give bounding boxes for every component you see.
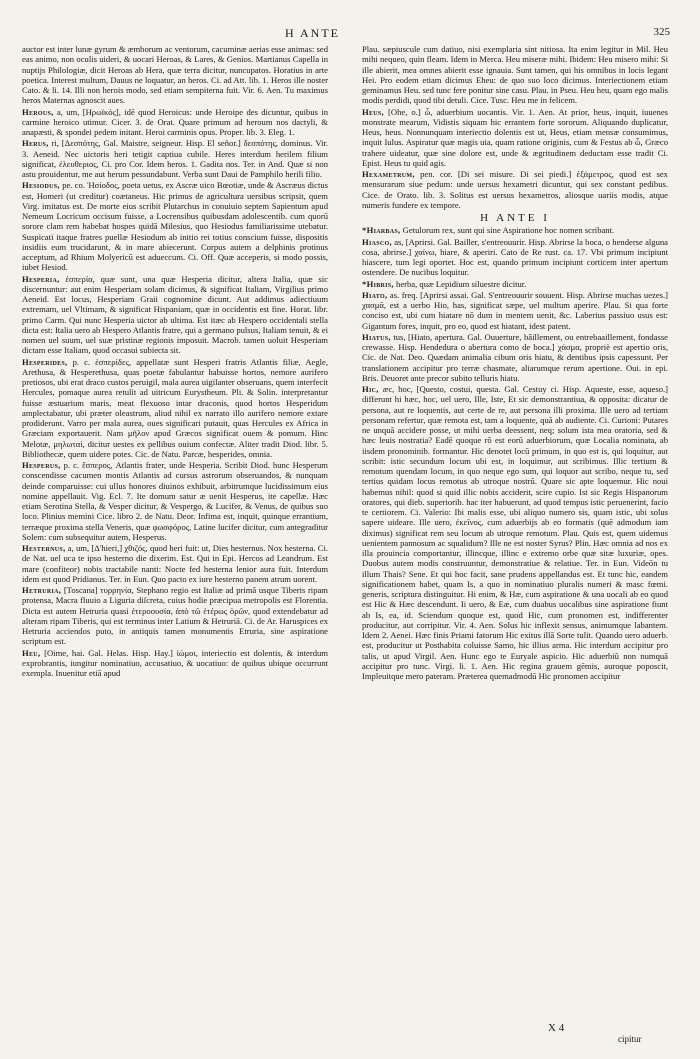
entry-text: [Toscana] τυρρηνία, Stephano regio est Italiæ ad primā usque Tiberis ripam protensa, Macra fluuio a Liguria diſcreta, cuius hodie præcipua metropolis est Florentia. Dicta est autem Hetruria quasi ἑτεροουσία, ἀπὸ τῶ ἑτέρως ὁρῶν, quod extendebatur ad alteram ripam Tiberis, qui est terminus inter Latium & Hetruriā. Ci. de Ar. Haruspices ex Hetruria acciendos puto, in antiquis tamen monumentis Etruria, sine aspiratione scriptum est. [22,585,328,647]
entry-lemma: Hesternus, [22,543,66,553]
entry-text: p. c. ἑσπερίδες, appellatæ sunt Hesperi fratris Atlantis filiæ, Aegle, Arethusa, & Hesperethusa, quas poetæ fabulantur habuisse hortos, nemore aurifero pretiosos, ubi erat draco custos peruigil, mala aurea uigilanter obseruans, quem interfecit Hercules, pomaque aurea retulit ad uitricum Eurystheum. Pli. & Solin. interpretantur fuisse æstuarium maris, meat flexuoso intar draconis, quod hortos Hesperidum amplectabatur, ubi præter oleastrum, aliud nihil ex narrato illo aurifero nemore extare prodiderunt. Varro per mala aurea, oues significari putauit, quas Hercules ex Africa in Græciam exportauerit. Nam μῆλον apud Græcos significat ouem & pomum. Hinc Melotæ, μηλωταί, dicitur uestes ex pellibus ouium confectæ. Aliter tradit Diod. libr. 5. Bibliothecæ, quem uidere potes. Cic. de Natu. Parcæ, hesperides, omnia. [22,356,328,459]
dictionary-entry [362,332,668,383]
entry-lemma: Hic, [362,384,379,394]
running-head [30,26,670,42]
dictionary-entry [22,107,328,138]
entry-text: Getulorum rex, sunt qui sine Aspiratione hoc nomen scribant. [402,225,615,236]
entry-text: æc, hoc, [Questo, costui, questa. Gal. Cestuy ci. Hisp. Aqueste, esse, aqueso.] differunt hi hæc, hoc, uel uero, Ille, Iste, Et sic demonstrantiua, & opposita: dicatur de persona, aut re loquentis, aut certe de re, aut persona illi proxima. Ille uero ad tertiam personam refertur, quæ remota est, tam a loquente, quā ab audiente. Ci. Curioni: Putares ne unquā accidere posse, ut mihi uerba deessent, neq; solum ista mea oratoria, sed & hæc leuis nostratia? Eadē quoque rō est eorū aduerbiorum, quæ Localia nominata, ab iisdem pronominib. formantur. Hic denotet locū primum, in quo est is, qui loquitur, aut scribit: istic secundum locum ubi est, in loquimur, aut scribimus. Illic tertium & remotum quendam locum, in quo neque ego sum, qui loquor aut scribo, neque tu, sed tertius quidam locus remotus ab utroque nostrū. Quare sic apte loquemur. Hic noui habemus nihil: quod si quid illic nobis acciderit, scire cupio. Ist sic Regis Hispanorum oratores, qui dieb. superiorib. hac iter habuerunt, ad quod tempus istic peruenerint, facio te certiorem. Ci. Valerio: Ibi malis esse, ubi aliquo numero sis, quam istic, ubi solus sapere uideare. Ille uero, ἐκεῖνος, cum aduerbijs ab eo formatis (quē admodum iam diximus) significat rem seu locum ab utroque remotum. Plau. Quis est, quem uidemus uenientem pannosum ac squalidum? Ille ne est noster Syrus? Plin. Hæc omnia ad nos ex illa prouincia comportantur, illincque, illinc e extremo orbe quæ sitæ luxuriæ, opes. Duobus autem modis construuntur, demonstratiue & relatiue. Ter. in Eun. Videōn tu illum Thais? Sene. Et qui hoc facit, sane prudens appellandus est. Et tunc hic, eandem significationem habet, quam Is, a quo in nominatiuo pluralis numeri & masc fœmi. generis, scriptura distinguitur. Hi enim, & Hæ, cum aspiratione & una uocali ab eo quod est Hic & Hæc descendunt. Ii uero, & Eæ, cum duabus uocalibus sine aspiratione fiunt ab Is, ea, id. Sciendum quoque est, quod Hic, cum pronomen est, indifferenter producitur, aut corripitur. Vir. 4. Aen. Solus hic inflexit sensus, animumque labantem. Idem 2. Aenei. Hæc finis Priami fatorum Hic exitus illā Sorte tulit. Quando uero aduerb. est, producitur ut Posthabita coluisse Samo, hic illius arma. Hic interdum accipitur pro talis, ut apud Virgil. Aen. Hunc ego te Euryale aspicio. Hic aduerbiū non numquā accipitur pro tunc. Virgi. li. 1. Aen. Hic regina grauem gēmis, auroque poposcit, Impleuitque mero pateram. Præterea quemadmodū Hic pronomen accipitur [362,384,668,681]
dictionary-entry [362,44,668,106]
left-column [22,44,328,1034]
dictionary-entry [22,543,328,584]
entry-lemma: Herous, [22,106,54,117]
entry-text: herba, quæ Lepidium siluestre dicitur. [396,278,527,289]
dictionary-entry [362,237,668,278]
dictionary-entry [362,107,668,169]
entry-lemma: Hesperides, [22,356,68,367]
dictionary-entry [22,180,328,272]
entry-text: pen. cor. [Di sei misure. Di sei piedi.] ἑξάμετρος, quod est sex mensurarum siue pedum: unde uersus hexametri dicuntur, qui sex constant pedibus. Cice. de Orato. lib. 3. Solitus est uersus hexametros, aliosque uariis modis, atque numeris fundere ex tempore. [362,169,668,210]
right-column [362,44,668,1034]
dictionary-entry [22,648,328,679]
entry-text: auctor est inter lunæ gyrum & æmborum ac ventorum, cacuminæ aerias esse animas: sed eas animo, non oculis uideri, & uocari Heroas, & Lares, & Genios. Martianus Capella in nuptijs Philologiæ, dicit Heroas ab Hera, quæ terra dicitur, nuncupatos. Horatius in arte poetica. Interest multum, Dauus ne loquatur, an heros. Ci. ad Att. lib. 1. Heros ille noster Cato. & li. 14. Illi non herois modo, sed etiam sempiterna fuit. Vir. 6. Aen. Tu maximus heros Maternas agnoscit aues. [22,44,328,106]
entry-text: p. c. ἕσπερος, Atlantis frater, unde Hesperia. Scribit Diod. hunc Hesperum conscendisse cacumen montis Atlantis ad cursus astrorum obseruandos, & nunquam deinde comparuisse: cui ullus honores diuinos exhibuit, arbitrumque lucidissimum eius nomine appellauit. Vig. Ecl. 7. Ite domum satur æ uenit Hesperus, ite capellæ. Hæc etiam Serotina Stella, & Vesper dicitur, & Vespergo, & Lucifer, & Venus, de quibus suo loco. Plinius memini Cice. libro 2. de Natu. Deor. Infima est, inquit, quinque errantium, terræque proxima stella Veneris, quæ φωσφόρος, Latine lucifer dicitur, cum antegraditur Solem: cum subsequitur autem, Hesperus. [22,460,328,542]
entry-lemma: Heu, [22,647,41,658]
entry-lemma: *Hibris, [362,278,394,289]
dictionary-entry [22,44,328,106]
dictionary-entry [362,169,668,210]
dictionary-entry [22,585,328,647]
dictionary-entry [22,460,328,542]
entry-text: ἑσπερία, quæ sunt, una quæ Hesperia dicitur, altera Italia, quæ sic discernuntur: aut enim Hesperiam solam dicimus, & significat Italiam, Virgilius primo Aeneid. Est locus, Hesperiam Graii cognomine dicunt. Aut addimus adiectiuum extremam, uel Vltimam, & significat Hispaniam, quæ in occidentis est fine. Horat. libr. primo Carm. Qui nunc Hesperia uictor ab ultima. Est itæc ab Hespero occidentali stella dicta est: Italia uero ab Hespero Atlantis fratre, qui a germano pulsus, Italiam tenuit, & ei nomen uel suum, uel suæ pristinæ regionis imposuit. Macrob. tamen uoluit Hesperiam dictam esse Italiam, quod occasui subiecta sit. [22,273,328,356]
running-head-left: H ANTE [285,26,340,40]
dictionary-entry [362,279,668,289]
entry-text: pe. co. Ἡσίοδος, poeta uetus, ex Ascræ uico Bœotiæ, unde & Ascræus dictus est, Homeri (ut creditur) coætaneus. Hic primus de agricultura uersibus scripsit, quem Virg. imitatus est. De morte eius scribit Plutarchus in conuiuio septem Sapientum apud Nemeum Locricum occisum fuisse, a Locrensibus quibusdam adolescentib. cum quorū sorore clam rem habebat hospes quidā Milesius, quo Hesiodus familiarissime utebatur. Suspicati itaque fratres puellæ Hesiodum ab initio rei totius conscium fuisse, dispositis insidiis eum trucidarunt, & in mare abiecerunt. Corpus autem a delphinis protinus acceptum, ad Rhium Molyericū est adueccum. Ci. Off. Quæ acceperis, si modo possis, iubet Hesiod. [22,180,328,273]
entry-lemma: *Hiarbas, [362,225,401,236]
section-heading: H ANTE I [480,212,550,224]
entry-text: a, um, [Δ'hieri,] χθιζός, quod heri fuit: ut, Dies hesternus. Nox hesterna. Ci. de Nat. uel uca te ipso hesterno die dixerim. Est. Qui in Epi. Hercos ad Leandrum. Est mare (confiteor) nobis tractabile nanti: Nocte fed hesterna lenior aura fuit. Interdum idem est quod Pridianus. Ter. in Eun. Quo pacto ex iure hesterno panem atrum uorent. [22,543,328,584]
entry-text: [Oime, hai. Gal. Helas. Hisp. Hay.] ἰώμοι, interiectio est dolentis, & interdum exprobrantis, iungitur nominatiuo, accusatiuo, & uocatiuo: de quibus ubique occurrunt exempla. Inuenitur etiā apud [22,647,328,678]
page-number: 325 [653,26,670,38]
entry-lemma: Hiasco, [362,236,392,247]
dictionary-entry [22,138,328,179]
entry-text: a, um, [Ηρωϊκός], idē quod Heroicus: unde Heroipe des dicuntur, quibus in carmine heroico utimur. Cicer. 3. de Orat. Quare primum ad heroum nos dactyli, & anapæsti, & spondei pedem initant. Heroi carminis opus. Proper. lib. 3. Eleg. 1. [22,106,328,137]
entry-lemma: Heus, [362,106,385,117]
entry-lemma: Hiatus, [362,331,391,342]
signature-mark: X 4 [548,1022,565,1034]
dictionary-entry [22,274,328,356]
entry-lemma: Hesiodus, [22,180,60,191]
catchword: cipitur [618,1034,642,1044]
entry-lemma: Herus, [22,138,49,149]
entry-text: as. freq. [Aprirsi assai. Gal. S'entreouurir souuent. Hisp. Abrirse muchas uezes.] χασμᾶ, est a uerbo Hio, has, significat sæpe, uel multum aperire. Plau. Si qua forte conciso est, ubi cum hiatare nō dum in mentem uenit, &c. Laberius passiuo usus est: Gigantum fores, inquit, pro eo, quod est hiatant, idest patent. [362,289,668,331]
entry-lemma: Hiato, [362,289,388,300]
entry-text: [Ohe, o.] ὦ, aduerbium uocantis. Vir. 1. Aen. At prior, heus, inquit, iuuenes monstrate mearum, Vidistis siquam hic errantem forte sororum. Aliquando duplicatur, Heus, heus. Nonnunquam interiectio dolentis est ut, Heus, etiam mensæ consumimus, inquit Iulus. Aspiratur quæ magis uia, quam ratione originis, cum & Festus ab ὦ, Græco trahere uideatur, quæ sine dolore est, unde & ægritudinem deductam esse tradit Ci. Epist. Heus tu quid agis. [362,106,668,168]
entry-lemma: Hesperia, [22,273,60,284]
entry-text: ri, [Δεσπότης, Gal. Maistre, seigneur. Hisp. El señor.] δεσπότης, dominus. Vir. 3. Aeneid. Nec uictoris heri tetigit captiua cubile. Heres interdum herilem filium significat, ἐλευθεριος, Ci. pro Cor. Idem heros. 1. Gadita nos. Ter. in And. Quæ si non astu prouidentur, me aut herum pessundabunt. Verba sunt Daui de Pamphilo herili filio. [22,138,328,179]
entry-text: Plau. sæpiuscule cum datiuo, nisi exemplaria sint nitiosa. Ita enim legitur in Mil. Heu mihi nequeo, quin fleam. Idem in Merca. Heu miseræ mihi. Ibidem: Heu misero mihi: Si ille abierit, mea omnes abierit esse ignauia. Sunt tamen, qui his omnibus in locis legant Hei. Pro eodem etiam dicimus Eheu: de quo suo loco dicimus. Interiectionem etiam geminamus Heu. sed tunc fere ponitur sine casu. Plau. in Pseu. Heu heu, quam ego malis modis perdidi, quod tibi detuli. Cice. Tusc. Heu me in felicem. [362,44,668,106]
entry-text: as, [Aprirsi. Gal. Bailler, s'entreouurir. Hisp. Abrirse la boca, o henderse alguna cosa, abrirse.] χαίνω, hiare, & aperiri. Cato de Re rust. ca. 17. Vbi primum incipiunt hiascere, tum legi oportet. Hoc est, quando primum incipiunt corticem inter apertum ostendere. De nucibus loquitur. [362,236,668,278]
entry-lemma: Hetruria, [22,585,62,595]
entry-lemma: Hesperus, [22,460,61,470]
dictionary-entry [362,225,668,235]
entry-text: tus, [Hiato, apertura. Gal. Ouuerture, bâillement, ou entrebaaillement, fondasse crewasse. Hisp. Hendedura o abertura como de boca.] χάσμα, propriè est apertio oris, Cic. de Nat. Deo. Quædam animalia cibum oris hiatu, & dentibus ipsis capessunt. Per translationem accipitur pro terræ chasmate, aliarumque rerum apertione. Oui. in epi. Bris. Deuoret ante precor subito telluris hiatu. [362,331,668,383]
dictionary-entry [362,384,668,681]
dictionary-entry [22,357,328,460]
entry-lemma: Hexametrum, [362,169,415,179]
dictionary-entry [362,290,668,331]
